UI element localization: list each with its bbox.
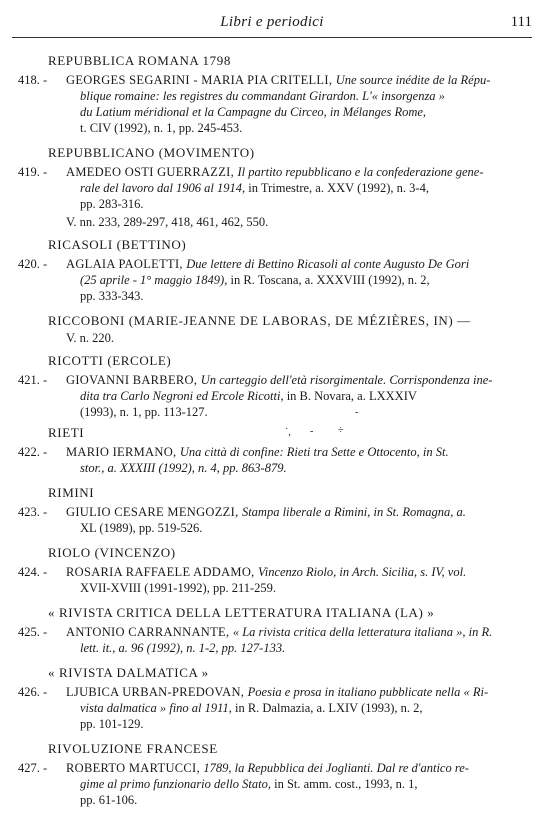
section-heading: RIVOLUZIONE FRANCESE (48, 741, 218, 756)
entry-line: ANTONIO CARRANNANTE, « La rivista critica della letteratura italiana », in R. (66, 625, 493, 639)
running-title: Libri e periodici (220, 14, 324, 30)
entry-line: pp. 283-316. (80, 197, 144, 211)
entry-line: dita tra Carlo Negroni ed Ercole Ricotti, in B. Novara, a. LXXXIV (80, 389, 417, 403)
entry-line: ROBERTO MARTUCCI, 1789, la Repubblica dei Joglianti. Dal re d'antico re- (66, 761, 469, 775)
entry-line: AMEDEO OSTI GUERRAZZI, Il partito repubblicano e la confederazione gene- (66, 165, 484, 179)
section-heading: REPUBBLICA ROMANA 1798 (48, 53, 231, 68)
entry-line: MARIO IERMANO, Una città di confine: Rieti tra Sette e Ottocento, in St. (66, 445, 449, 459)
entry-line: pp. 61-106. (80, 793, 138, 807)
entry-number: 425. - (18, 625, 48, 639)
entry-line: blique romaine: les registres du commandant Girardon. L'« insorgenza » (80, 89, 445, 103)
entry-line: XVII-XVIII (1991-1992), pp. 211-259. (80, 581, 277, 595)
entry-line: (25 aprile - 1° maggio 1849), in R. Toscana, a. XXXVIII (1992), n. 2, (80, 273, 430, 287)
section-heading: RIETI (48, 425, 85, 440)
print-speck: ÷ (338, 425, 344, 436)
entry-line: t. CIV (1992), n. 1, pp. 245-453. (80, 121, 243, 135)
entry-line: pp. 101-129. (80, 717, 144, 731)
entry-line: gime al primo funzionario dello Stato, in St. amm. cost., 1993, n. 1, (80, 777, 418, 791)
section-heading: « RIVISTA DALMATICA » (48, 665, 209, 680)
entry-number: 421. - (18, 373, 48, 387)
section-heading: RICASOLI (BETTINO) (48, 237, 187, 252)
entry-number: 423. - (18, 505, 48, 519)
entry-number: 427. - (18, 761, 48, 775)
section-heading: RICCOBONI (MARIE-JEANNE DE LABORAS, DE MÉZIÈRES, IN) — (48, 313, 471, 328)
print-speck: ˙, (285, 427, 291, 438)
entry-number: 418. - (18, 73, 48, 87)
entry-line: vista dalmatica » fino al 1911, in R. Dalmazia, a. LXIV (1993), n. 2, (80, 701, 423, 715)
entry-line: GIULIO CESARE MENGOZZI, Stampa liberale a Rimini, in St. Romagna, a. (66, 505, 466, 519)
entry-number: 420. - (18, 257, 48, 271)
entry-line: rale del lavoro dal 1906 al 1914, in Trimestre, a. XXV (1992), n. 3-4, (80, 181, 429, 195)
section-heading: RICOTTI (ERCOLE) (48, 353, 172, 368)
running-head (12, 14, 532, 36)
entry-number: 422. - (18, 445, 48, 459)
entry-number: 426. - (18, 685, 48, 699)
entry-line: AGLAIA PAOLETTI, Due lettere di Bettino Ricasoli al conte Augusto De Gori (66, 257, 470, 271)
cross-reference: V. nn. 233, 289-297, 418, 461, 462, 550. (66, 215, 269, 229)
entry-line: du Latium méridional et la Campagne du Circeo, in Mélanges Rome, (80, 105, 427, 119)
entry-line: lett. it., a. 96 (1992), n. 1-2, pp. 127-133. (80, 641, 286, 655)
entry-line: ROSARIA RAFFAELE ADDAMO, Vincenzo Riolo, in Arch. Sicilia, s. IV, vol. (66, 565, 467, 579)
entry-line: (1993), n. 1, pp. 113-127. (80, 405, 208, 419)
entry-line: stor., a. XXXIII (1992), n. 4, pp. 863-879. (80, 461, 287, 475)
entry-line: pp. 333-343. (80, 289, 144, 303)
print-speck: - (310, 426, 314, 437)
section-heading: « RIVISTA CRITICA DELLA LETTERATURA ITALIANA (LA) » (48, 605, 435, 620)
entry-line: GIOVANNI BARBERO, Un carteggio dell'età risorgimentale. Corrispondenza ine- (66, 373, 493, 387)
section-heading: RIMINI (48, 485, 95, 500)
page-number: 111 (510, 14, 532, 30)
section-heading: REPUBBLICANO (MOVIMENTO) (48, 145, 255, 160)
entry-line: GEORGES SEGARINI - MARIA PIA CRITELLI, Une source inédite de la Répu- (66, 73, 491, 87)
print-speck: - (355, 407, 359, 418)
entry-line: LJUBICA URBAN-PREDOVAN, Poesia e prosa in italiano pubblicate nella « Ri- (66, 685, 489, 699)
entry-number: 419. - (18, 165, 48, 179)
entry-line: XL (1989), pp. 519-526. (80, 521, 203, 535)
entry-number: 424. - (18, 565, 48, 579)
cross-reference: V. n. 220. (66, 331, 115, 345)
header-rule (12, 37, 532, 38)
section-heading: RIOLO (VINCENZO) (48, 545, 176, 560)
